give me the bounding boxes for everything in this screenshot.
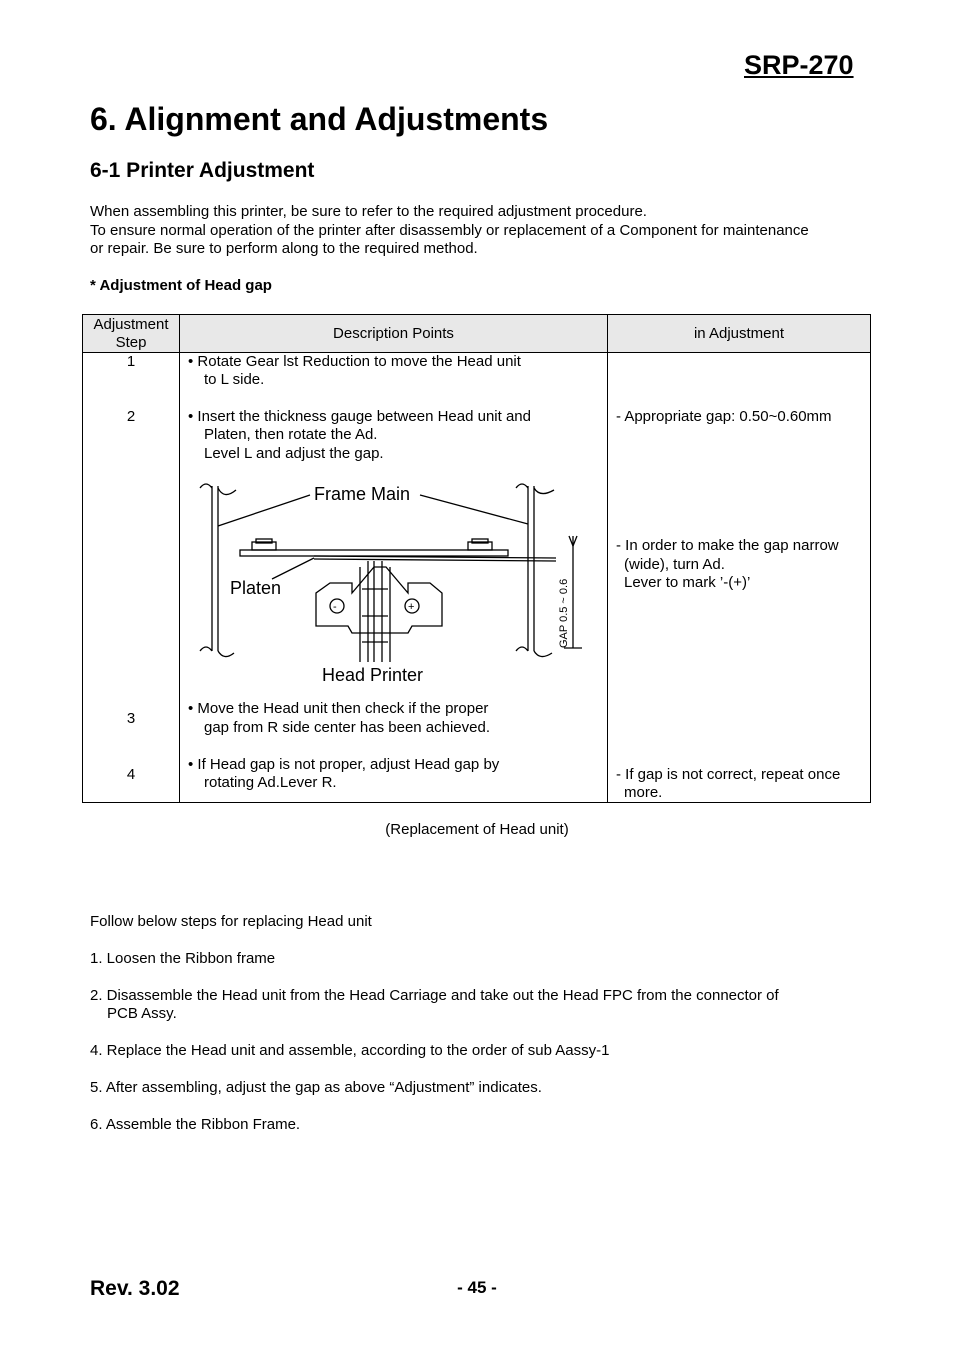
step-number: 3 — [126, 710, 136, 727]
notes-cell — [608, 353, 871, 803]
intro-paragraph — [90, 203, 870, 259]
section-title: 6-1 Printer Adjustment — [90, 159, 315, 182]
desc-line: • Rotate Gear lst Reduction to move the Head unit — [188, 353, 521, 370]
model-name: SRP-270 — [744, 50, 854, 80]
header-step — [83, 315, 180, 353]
table-caption: (Replacement of Head unit) — [385, 821, 569, 838]
note-line: - In order to make the gap narrow — [616, 537, 839, 554]
desc-line: rotating Ad.Lever R. — [204, 774, 337, 791]
page-title: 6. Alignment and Adjustments — [90, 101, 549, 137]
header-step-line: Step — [115, 333, 147, 351]
list-item: 5. After assembling, adjust the gap as above “Adjustment” indicates. — [90, 1079, 542, 1096]
list-item: 1. Loosen the Ribbon frame — [90, 950, 276, 967]
desc-line: gap from R side center has been achieved. — [204, 719, 491, 736]
plus-mark: + — [408, 601, 415, 613]
list-item: 6. Assemble the Ribbon Frame. — [90, 1116, 301, 1133]
frame-main-label: Frame Main — [314, 484, 411, 504]
intro-line: To ensure normal operation of the printer after disassembly or replacement of a Component for maintenance — [90, 221, 809, 239]
steps-intro: Follow below steps for replacing Head unit — [90, 913, 372, 930]
step-cell — [83, 353, 180, 803]
desc-line: Platen, then rotate the Ad. — [204, 426, 378, 443]
desc-line: Level L and adjust the gap. — [204, 445, 384, 462]
note-line: Lever to mark ’-(+)’ — [624, 574, 751, 591]
intro-line: When assembling this printer, be sure to refer to the required adjustment procedure. — [90, 203, 647, 220]
header-in-adjustment: in Adjustment — [608, 315, 871, 353]
note-line: - If gap is not correct, repeat once — [616, 766, 841, 783]
page-number: - 45 - — [457, 1278, 497, 1297]
minus-mark: - — [333, 601, 337, 613]
adjustment-heading: * Adjustment of Head gap — [90, 277, 272, 294]
step-number: 4 — [126, 766, 136, 783]
note-line: - Appropriate gap: 0.50~0.60mm — [616, 408, 832, 425]
step-number: 2 — [126, 408, 136, 425]
gap-label: GAP 0.5 ~ 0.6 — [558, 578, 570, 648]
header-description: Description Points — [180, 315, 608, 353]
note-line: more. — [624, 784, 663, 801]
head-printer-label: Head Printer — [322, 665, 424, 685]
desc-line: to L side. — [204, 371, 265, 388]
list-item: 4. Replace the Head unit and assemble, according to the order of sub Aassy-1 — [90, 1042, 610, 1059]
adjustment-table — [82, 314, 871, 803]
desc-line: • Insert the thickness gauge between Head unit and — [188, 408, 531, 425]
step-number: 1 — [126, 353, 136, 370]
intro-line: or repair. Be sure to perform along to the required method. — [90, 240, 478, 258]
header-step-line: Adjustment — [93, 315, 169, 333]
revision-label: Rev. 3.02 — [90, 1277, 180, 1300]
platen-label: Platen — [230, 578, 282, 598]
head-gap-diagram — [198, 476, 598, 686]
table-row — [83, 353, 871, 803]
desc-line: • Move the Head unit then check if the proper — [188, 700, 489, 717]
note-line: (wide), turn Ad. — [624, 556, 725, 573]
list-item-continuation: PCB Assy. — [107, 1005, 177, 1022]
description-cell — [180, 353, 608, 803]
table-header-row — [83, 315, 871, 353]
list-item: 2. Disassemble the Head unit from the Head Carriage and take out the Head FPC from the connector of — [90, 987, 779, 1004]
desc-line: • If Head gap is not proper, adjust Head gap by — [188, 756, 500, 773]
